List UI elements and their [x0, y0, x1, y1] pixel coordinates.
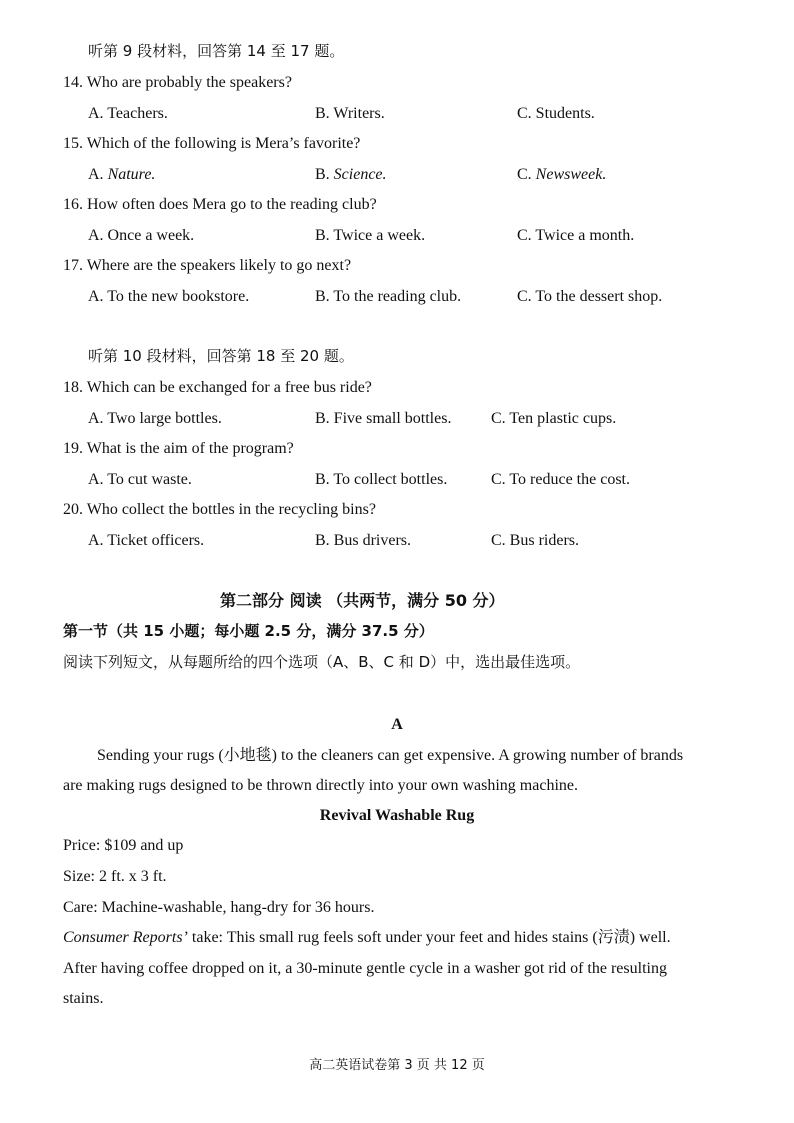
part2-section1-heading: 第一节（共 15 小题；每小题 2.5 分，满分 37.5 分） — [63, 622, 434, 640]
q15-option-b: B. Science. — [315, 166, 387, 183]
q20-option-c: C. Bus riders. — [491, 532, 579, 549]
review-line2: After having coffee dropped on it, a 30-minute gentle cycle in a washer got rid of the resulting — [63, 960, 667, 977]
q17-option-a: A. To the new bookstore. — [88, 288, 250, 305]
q15-option-c: C. Newsweek. — [517, 166, 607, 183]
question-20: 20. Who collect the bottles in the recycling bins? — [63, 501, 376, 518]
q18-option-a: A. Two large bottles. — [88, 410, 222, 427]
q19-option-a: A. To cut waste. — [88, 471, 192, 488]
q16-option-c: C. Twice a month. — [517, 227, 635, 244]
review-line1: Consumer Reports’ take: This small rug feels soft under your feet and hides stains (污渍) well. — [63, 929, 671, 946]
part2-heading: 第二部分 阅读 （共两节，满分 50 分） — [220, 591, 505, 610]
q19-option-b: B. To collect bottles. — [315, 471, 448, 488]
review-source: Consumer Reports’ — [63, 929, 188, 946]
q20-option-b: B. Bus drivers. — [315, 532, 411, 549]
q14-option-c: C. Students. — [517, 105, 595, 122]
q14-option-b: B. Writers. — [315, 105, 385, 122]
page-footer: 高二英语试卷第 3 页 共 12 页 — [309, 1058, 485, 1073]
q17-option-c: C. To the dessert shop. — [517, 288, 663, 305]
q14-option-a: A. Teachers. — [88, 105, 168, 122]
passage-para1-line1: Sending your rugs (小地毯) to the cleaners can get expensive. A growing number of brands — [97, 747, 684, 764]
q17-option-b: B. To the reading club. — [315, 288, 462, 305]
product-size: Size: 2 ft. x 3 ft. — [63, 868, 167, 885]
q16-option-a: A. Once a week. — [88, 227, 195, 244]
part2-instruction: 阅读下列短文，从每题所给的四个选项（A、B、C 和 D）中，选出最佳选项。 — [63, 653, 581, 671]
question-14: 14. Who are probably the speakers? — [63, 74, 292, 91]
section10-intro: 听第 10 段材料，回答第 18 至 20 题。 — [88, 347, 354, 365]
question-15: 15. Which of the following is Mera’s favorite? — [63, 135, 361, 152]
product-care: Care: Machine-washable, hang-dry for 36 hours. — [63, 899, 375, 916]
question-18: 18. Which can be exchanged for a free bus ride? — [63, 379, 372, 396]
q18-option-c: C. Ten plastic cups. — [491, 410, 617, 427]
question-19: 19. What is the aim of the program? — [63, 440, 294, 457]
product-price: Price: $109 and up — [63, 837, 184, 854]
q19-option-c: C. To reduce the cost. — [491, 471, 630, 488]
passage-para1-line2: are making rugs designed to be thrown directly into your own washing machine. — [63, 777, 578, 794]
section9-intro: 听第 9 段材料，回答第 14 至 17 题。 — [88, 42, 345, 60]
q18-option-b: B. Five small bottles. — [315, 410, 452, 427]
q20-option-a: A. Ticket officers. — [88, 532, 205, 549]
product-title: Revival Washable Rug — [319, 807, 475, 824]
passage-letter: A — [391, 716, 403, 733]
review-line3: stains. — [63, 990, 104, 1007]
question-17: 17. Where are the speakers likely to go next? — [63, 257, 352, 274]
q16-option-b: B. Twice a week. — [315, 227, 426, 244]
question-16: 16. How often does Mera go to the reading club? — [63, 196, 377, 213]
q15-option-a: A. Nature. — [88, 166, 156, 183]
